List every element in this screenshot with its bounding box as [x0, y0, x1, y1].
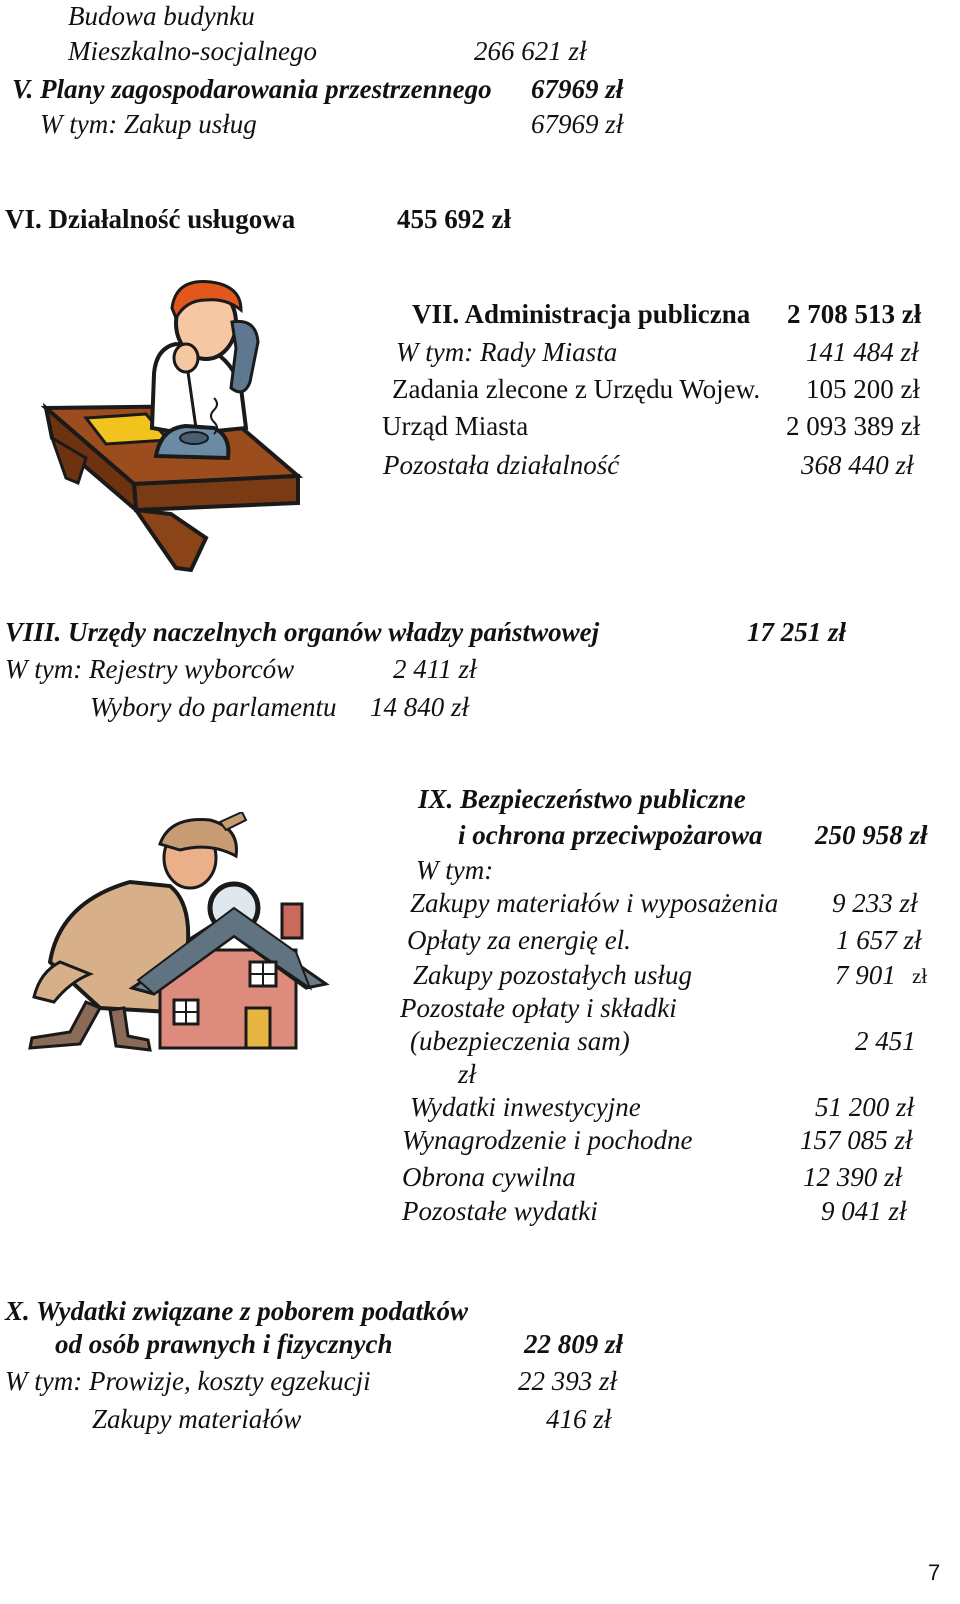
section-vii-value: 2 708 513 zł [787, 299, 922, 329]
section-vii-item-value: 141 484 zł [806, 337, 919, 367]
section-ix-item-label: Opłaty za energię el. [407, 925, 631, 955]
section-v-sub-label: W tym: Zakup usług [40, 109, 257, 139]
section-ix-item-value: 12 390 zł [803, 1162, 903, 1192]
section-x-item-value: 416 zł [546, 1404, 612, 1434]
section-x-heading-1: X. Wydatki związane z poborem podatków [5, 1296, 469, 1326]
section-ix-w-tym: W tym: [416, 855, 494, 885]
section-viii-value: 17 251 zł [747, 617, 847, 647]
section-ix-item-value: 7 901 [835, 960, 896, 990]
section-viii-item-label: W tym: Rejestry wyborców [5, 654, 295, 684]
section-ix-item-label: Zakupy pozostałych usług [413, 960, 692, 990]
section-x-item-label: Zakupy materiałów [92, 1404, 302, 1434]
section-ix-item-value: 2 451 [855, 1026, 916, 1056]
section-ix-item-value: 157 085 zł [800, 1125, 913, 1155]
section-ix-item-label: Obrona cywilna [402, 1162, 576, 1192]
section-vi-value: 455 692 zł [397, 204, 511, 234]
section-vii-item-value: 105 200 zł [806, 374, 920, 404]
section-ix-item-value: 9 233 zł [832, 888, 918, 918]
section-ix-item-label: Zakupy materiałów i wyposażenia [410, 888, 779, 918]
section-ix-item-value: 9 041 zł [821, 1196, 907, 1226]
section-x-item-label: W tym: Prowizje, koszty egzekucji [5, 1366, 371, 1396]
section-vii-heading: VII. Administracja publiczna [412, 299, 751, 329]
section-ix-small-unit: zł [912, 964, 928, 988]
section-vii-item-label: W tym: Rady Miasta [396, 337, 618, 367]
section-viii-item-value: 2 411 zł [393, 654, 477, 684]
line-budowa: Budowa budynku [68, 1, 255, 31]
section-x-heading-2: od osób prawnych i fizycznych [55, 1329, 393, 1359]
section-ix-value: 250 958 zł [815, 820, 928, 850]
telephone-clerk-illustration [36, 278, 306, 576]
section-vi-heading: VI. Działalność usługowa [5, 204, 296, 234]
section-ix-item-label: Pozostałe opłaty i składki [400, 993, 677, 1023]
section-ix-item-label: Wydatki inwestycyjne [410, 1092, 641, 1122]
page-number: 7 [928, 1560, 941, 1585]
section-ix-item-label: Pozostałe wydatki [402, 1196, 598, 1226]
section-x-value: 22 809 zł [524, 1329, 624, 1359]
section-ix-item-value: 1 657 zł [836, 925, 922, 955]
section-viii-heading: VIII. Urzędy naczelnych organów władzy państwowej [5, 617, 600, 647]
section-v-heading: V. Plany zagospodarowania przestrzennego [12, 74, 492, 104]
line-mieszkalno-label: Mieszkalno-socjalnego [68, 36, 317, 66]
line-mieszkalno-value: 266 621 zł [474, 36, 587, 66]
section-v-sub-value: 67969 zł [531, 109, 624, 139]
section-ix-item-label: zł [458, 1059, 477, 1089]
section-ix-item-label: Wynagrodzenie i pochodne [402, 1125, 693, 1155]
section-vii-item-value: 2 093 389 zł [786, 411, 921, 441]
section-vii-item-label: Urząd Miasta [382, 411, 529, 441]
section-ix-item-value: 51 200 zł [815, 1092, 915, 1122]
section-viii-item-value: 14 840 zł [370, 692, 470, 722]
section-vii-item-label: Zadania zlecone z Urzędu Wojew. [392, 374, 761, 404]
section-vii-item-value: 368 440 zł [801, 450, 914, 480]
detective-house-illustration [20, 812, 335, 1058]
section-ix-item-label: (ubezpieczenia sam) [410, 1026, 630, 1056]
section-vii-item-label: Pozostała działalność [383, 450, 620, 480]
section-viii-item-label: Wybory do parlamentu [90, 692, 337, 722]
section-v-value: 67969 zł [531, 74, 624, 104]
section-ix-heading-2: i ochrona przeciwpożarowa [458, 820, 763, 850]
section-ix-heading-1: IX. Bezpieczeństwo publiczne [418, 784, 746, 814]
section-x-item-value: 22 393 zł [518, 1366, 618, 1396]
